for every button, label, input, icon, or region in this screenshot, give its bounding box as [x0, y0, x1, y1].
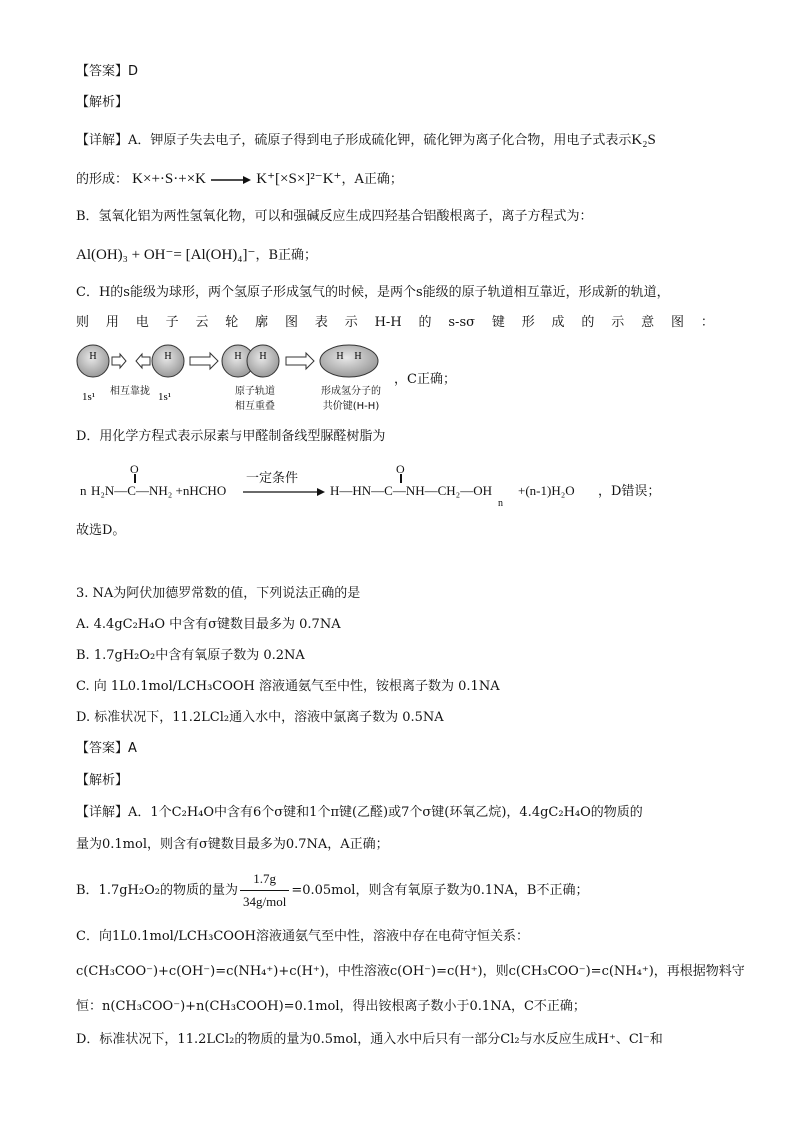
- s1-label-right: 1s¹: [158, 391, 172, 403]
- caption-overlap: 原子轨道 相互重叠: [235, 386, 275, 412]
- c-line2-word: 廓: [255, 315, 269, 330]
- c-line2-word: 的: [581, 315, 595, 330]
- q3-answer: 【答案】A: [76, 741, 137, 756]
- q3-b-line: B．1.7gH₂O₂的物质的量为 $\frac{1.7g}{\text{34g/mol}}$ =0.05mol，则含有氧原子数为0.1NA，B不正确；: [76, 868, 588, 913]
- q2-d-equation: [76, 462, 696, 512]
- caption-approach: 相互靠拢: [110, 386, 150, 397]
- eq-carbonyl-o-left: O: [130, 462, 139, 476]
- c-line2-word: 电: [135, 315, 149, 330]
- q3-option-a: A. 4.4gC₂H₄O 中含有σ键数目最多为 0.7NA: [76, 617, 341, 632]
- eq-coef-n: n: [80, 483, 87, 498]
- q2-a-formula: K₂S: [631, 132, 656, 148]
- q2-b-text: B．氢氧化铝为两性氢氧化物，可以和强碱反应生成四羟基合铝酸根离子，离子方程式为：: [76, 209, 593, 224]
- q2-d-end: ，D错误；: [598, 484, 661, 499]
- h-label-6: H: [354, 351, 362, 362]
- condition-arrow-icon: [242, 487, 326, 497]
- c-line2-word: s-sσ: [448, 315, 475, 330]
- c-line2-word: 键: [491, 315, 505, 330]
- q3-c-line3: 恒：n(CH₃COO⁻)+n(CH₃COOH)=0.1mol，得出铵根离子数小于0.1NA，C不正确；: [76, 999, 586, 1014]
- q2-d-text: D．用化学方程式表示尿素与甲醛制备线型脲醛树脂为: [76, 429, 386, 444]
- q3-c-line2: c(CH₃COO⁻)+c(OH⁻)=c(NH₄⁺)+c(H⁺)，中性溶液c(OH⁻)=c(H⁺)，则c(CH₃COO⁻)=c(NH₄⁺)，再根据物料守: [76, 964, 745, 979]
- q3-stem: 3. NA为阿伏加德罗常数的值，下列说法正确的是: [76, 586, 361, 601]
- approach-arrows-icon: [112, 354, 150, 368]
- c-line2-word: 成: [551, 315, 565, 330]
- eq-condition: 一定条件: [246, 471, 299, 486]
- q2-a-eq-right: K⁺[×S×]²⁻K⁺: [256, 171, 342, 187]
- q3-c-line1: C．向1L0.1mol/LCH₃COOH溶液通氨气至中性，溶液中存在电荷守恒关系：: [76, 929, 529, 944]
- overlapping-orbitals: [222, 345, 279, 377]
- c-line2-word: 示: [344, 315, 358, 330]
- q2-a-eq-left: K×+·S·+×K: [132, 171, 206, 187]
- eq-reactants: H₂N—C—NH₂ +nHCHO: [91, 483, 227, 498]
- c-line2-word: 则: [76, 315, 90, 330]
- caption-bond: 形成氢分子的 共价键(H-H): [321, 386, 381, 412]
- c-line2-word: 的: [418, 315, 432, 330]
- molar-fraction: $\frac{1.7g}{\text{34g/mol}}$: [240, 868, 289, 913]
- h-label-1: H: [89, 351, 97, 362]
- c-line2-word: 图: [285, 315, 299, 330]
- q2-answer: 【答案】D: [76, 64, 139, 79]
- c-line2-word: 云: [195, 315, 209, 330]
- q2-c-line2: [76, 314, 714, 332]
- q2-c-text: C．H的s能级为球形，两个氢原子形成氢气的时候，是两个s能级的原子轨道相互靠近，形成新的轨道，: [76, 285, 670, 300]
- eq-product: H⁠—HN—C—NH—CH₂—OH: [330, 483, 492, 498]
- q2-c-end: ，C正确；: [394, 372, 456, 387]
- h-label-5: H: [336, 351, 344, 362]
- q3-option-c: C. 向 1L0.1mol/LCH₃COOH 溶液通氨气至中性，铵根离子数为 0.1NA: [76, 679, 500, 694]
- c-line2-word: 示: [611, 315, 625, 330]
- q2-b-eq: Al(OH)₃ + OH⁻= [Al(OH)₄]⁻，B正确；: [76, 247, 317, 263]
- q2-analysis-label: 【解析】: [76, 95, 129, 110]
- q2-a-text: 【详解】A．钾原子失去电子，硫原子得到电子形成硫化钾，硫化钾为离子化合物，用电子式表示K₂S: [76, 132, 656, 148]
- h2-molecule-orbital: [320, 345, 378, 377]
- c-line2-word: 表: [314, 315, 328, 330]
- c-line2-word: 形: [521, 315, 535, 330]
- eq-repeat-n: n: [498, 498, 503, 509]
- c-line2-word: 子: [165, 315, 179, 330]
- q3-d-line1: D．标准状况下，11.2LCl₂的物质的量为0.5mol，通入水中后只有一部分Cl₂与水反应生成H⁺、Cl⁻和: [76, 1032, 663, 1047]
- bond-arrow-icon: [286, 353, 314, 369]
- c-line2-word: 用: [105, 315, 119, 330]
- q3-option-b: B. 1.7gH₂O₂中含有氧原子数为 0.2NA: [76, 648, 305, 663]
- eq-carbonyl-o-right: O: [396, 462, 405, 476]
- h-label-4: H: [259, 351, 267, 362]
- q3-option-d: D. 标准状况下，11.2LCl₂通入水中，溶液中氯离子数为 0.5NA: [76, 710, 444, 725]
- c-line2-word: 意: [641, 315, 655, 330]
- c-line2-word: 轮: [225, 315, 239, 330]
- c-line2-word: ：: [700, 315, 714, 330]
- q2-a-eq-line: 的形成： K×+·S·+×K K⁺[×S×]²⁻K⁺，A正确；: [76, 171, 403, 187]
- eq-byproduct: +(n-1)H₂O: [518, 483, 575, 498]
- q2-conclusion: 故选D。: [76, 523, 126, 538]
- q3-a-line2: 量为0.1mol，则含有σ键数目最多为0.7NA，A正确；: [76, 837, 389, 852]
- s1-label-left: 1s¹: [82, 391, 96, 403]
- overlap-arrow-icon: [190, 353, 218, 369]
- c-line2-word: 图: [670, 315, 684, 330]
- q3-analysis-label: 【解析】: [76, 773, 129, 788]
- h-label-2: H: [164, 351, 172, 362]
- h-label-3: H: [234, 351, 242, 362]
- reaction-arrow-icon: [210, 175, 252, 185]
- q3-a-line1: 【详解】A．1个C₂H₄O中含有6个σ键和1个π键(乙醛)或7个σ键(环氧乙烷)，4.4gC₂H₄O的物质的: [76, 805, 643, 820]
- c-line2-word: H-H: [374, 315, 402, 330]
